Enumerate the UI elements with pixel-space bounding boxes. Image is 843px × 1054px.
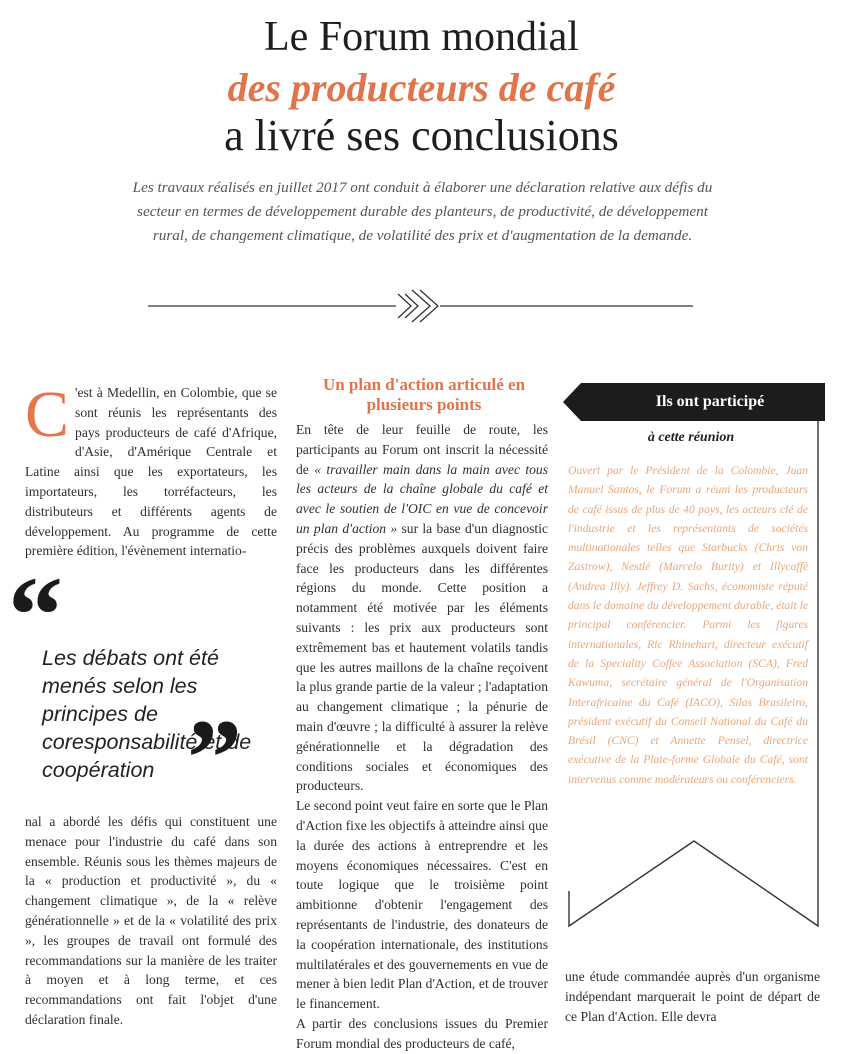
column-2-heading: Un plan d'action articulé en plusieurs points	[322, 375, 526, 414]
title-line-3: a livré ses conclusions	[224, 111, 619, 160]
pull-quote: Les débats ont été menés selon les principes de coresponsabilité et de coopération	[42, 646, 252, 782]
paragraph-1-end: sur la base d'un diagnostic précis des problèmes auxquels doivent faire face les producteurs dans les différentes régions du monde. Cette position a notamment été motivée par les éléments suivants : les prix aux producteurs sont extrêmement bas et hautement volatils tandis que les autres maillons de la chaîne reçoivent la plus grande partie de la valeur ; l'adaptation au changement climatique ; la pénurie de main d'œuvre ; la difficulté à assurer la relève générationnelle et la dégradation des conditions sociales et économiques des producteurs.	[296, 520, 548, 794]
intro-paragraph: Les travaux réalisés en juillet 2017 ont conduit à élaborer une déclaration relative aux défis du secteur en termes de développement durable des planteurs, de productivité, de développement rural, de changement climatique, de volatilité des prix et d'augmentation de la demande.	[132, 179, 713, 245]
column-2	[296, 420, 548, 1054]
column-2-paragraph-1	[296, 420, 548, 796]
paragraph-1-start: En tête de leur feuille de route, les participants au Forum ont inscrit la nécessité de	[296, 422, 548, 477]
quote-close-icon: ”	[187, 697, 242, 819]
drop-cap: C	[25, 378, 70, 451]
column-2-paragraph-3: A partir des conclusions issues du Premier Forum mondial des producteurs de café,	[296, 1015, 548, 1051]
title-line-2: des producteurs de café	[227, 65, 616, 110]
sidebar-subtitle: à cette réunion	[647, 430, 735, 445]
column-1-top-text: 'est à Medellin, en Colombie, que se sont réunis les représentants des pays producteurs de café d'Afrique, d'Asie, d'Amérique Centrale et Latine ainsi que les exportateurs, les importateurs, les torréfacteurs, les distributeurs et différents agents de développement. Au programme de cette première édition, l'évènement internatio-	[25, 385, 277, 559]
column-1-top	[25, 378, 277, 561]
column-1-bottom: nal a abordé les défis qui constituent une menace pour l'industrie du café dans son ensemble. Réunis sous les thèmes majeurs de la « production et productivité », du « changement climatique », de la « relève générationnelle » et de la « volatilité des prix », les groupes de travail ont formulé des recommandations sur la manière de les traiter à moyen et à long terme, et ces recommandations ont fait l'objet d'une déclaration finale.	[25, 814, 277, 1027]
paragraph-1-quote: « travailler main dans la main avec tous les acteurs de la chaîne globale du café et avec le soutien de l'OIC en vue de concevoir un plan d'action »	[296, 461, 548, 536]
sidebar-title: Ils ont participé	[655, 393, 765, 410]
column-2-paragraph-2: Le second point veut faire en sorte que le Plan d'Action fixe les objectifs à atteindre ainsi que la durée des actions à entreprendre et les moyens économiques nécessaires. C'est en toute logique que le troisième point ambitionne d'obtenir l'engagement des représentants de l'industrie, des donateurs de la coopération internationale, des institutions multilatérales et des gouvernements en vue de mener à bien ledit Plan d'Action, et de trouver le financement.	[296, 798, 548, 1012]
title-line-1: Le Forum mondial	[264, 14, 579, 60]
section-divider	[148, 286, 693, 326]
chevron-divider-icon	[398, 290, 438, 322]
quote-open-icon: “	[8, 554, 63, 676]
column-3-bottom: une étude commandée auprès d'un organisme indépendant marquerait le point de départ de ce Plan d'Action. Elle devra	[565, 969, 820, 1024]
sidebar-body: Ouvert par le Président de la Colombie, Juan Manuel Santos, le Forum a réuni les producteurs de café issus de plus de 40 pays, les acteurs clé de l'industrie et les représentants de sociétés multinationales telles que Starbucks (Chris von Zastrow), Nestlé (Marcelo Burity) et Illycaffè (Andrea Illy). Jeffrey D. Sachs, économiste réputé dans le domaine du développement durable, était le principal conférencier. Parmi les figures internationales, Ric Rhinehart, directeur exécutif de la Speciality Coffee Association (SCA), Fred Kawuma, secrétaire général de l'Organisation Interafricaine du Café (IACO), Silas Brasileiro, président exécutif du Conseil National du Café du Brésil (CNC) et Annette Pensel, directrice exécutive de la Plate-forme Globale du Café, sont intervenus comme modérateurs ou conférenciers.	[568, 464, 808, 786]
